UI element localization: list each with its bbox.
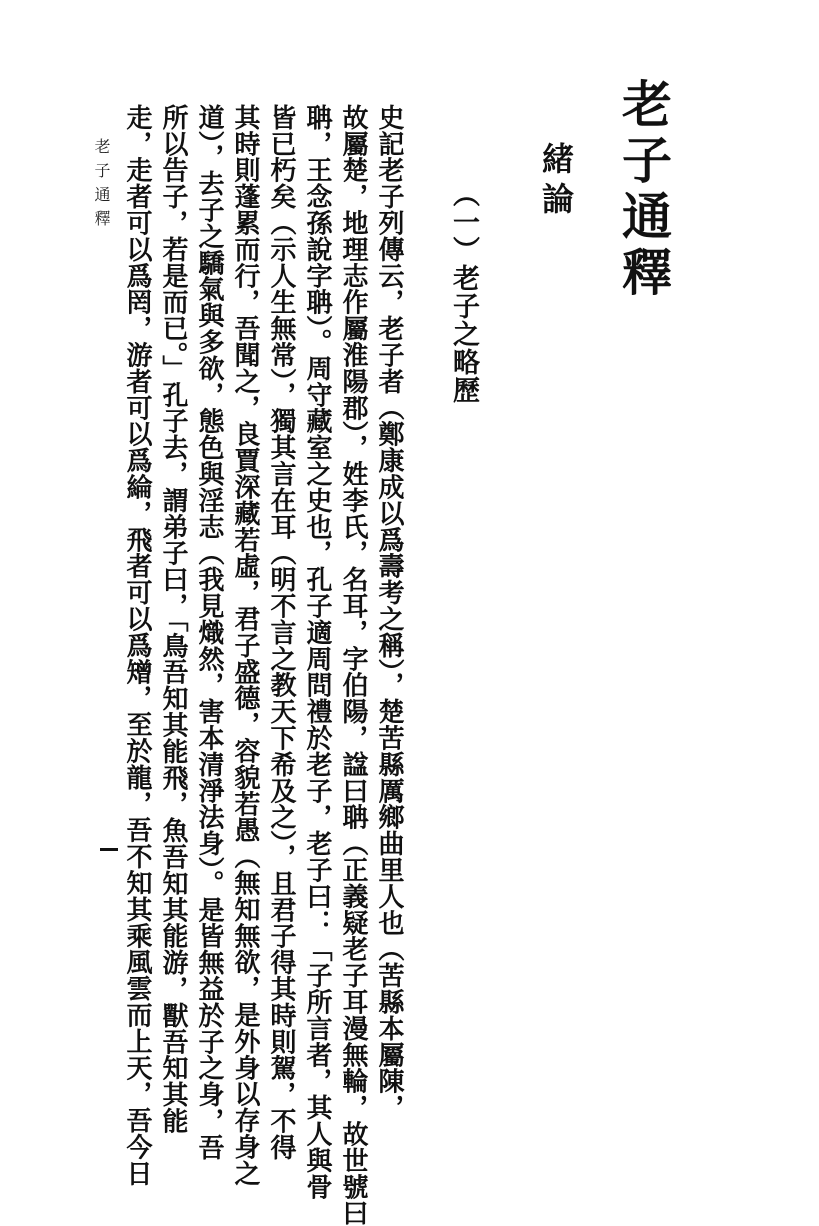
body-text-line: 皆已朽矣（示人生無常），獨其言在耳（明不言之教天下希及之），且君子得其時則駕，不得 — [266, 104, 296, 1161]
body-text-line: 聃，王念孫說字聃）。周守藏室之史也，孔子適周問禮於老子，老子曰：「子所言者，其人與骨 — [302, 104, 332, 1200]
book-title: 老子通釋 — [614, 78, 673, 302]
chapter-title: （一）老子之略歷 — [448, 180, 479, 404]
body-text-line: 其時則蓬累而行，吾聞之，良賈深藏若虛，君子盛德，容貌若愚（無知無欲，是外身以存身之 — [230, 104, 260, 1187]
body-text-line: 所以告子，若是而已。」孔子去，謂弟子曰，「鳥吾知其能飛，魚吾知其能游，獸吾知其能 — [158, 104, 188, 1134]
body-text-line: 史記老子列傳云，老子者（鄭康成以爲壽考之稱），楚苦縣厲鄉曲里人也（苦縣本屬陳， — [374, 104, 404, 1121]
running-head: 老子通釋 — [92, 138, 111, 234]
section-title: 緒論 — [537, 142, 575, 222]
body-text-line: 故屬楚，地理志作屬淮陽郡），姓李氏，名耳，字伯陽，諡曰聃（正義疑老子耳漫無輪，故世號曰 — [338, 104, 368, 1226]
page-number — [100, 848, 118, 851]
body-text-line: 道），去子之驕氣與多欲，態色與淫志（我見熾然，害本清淨法身）。是皆無益於子之身，吾 — [194, 104, 224, 1161]
body-text-line: 走，走者可以爲罔，游者可以爲綸，飛者可以爲矰，至於龍，吾不知其乘風雲而上天，吾今日 — [122, 104, 152, 1187]
